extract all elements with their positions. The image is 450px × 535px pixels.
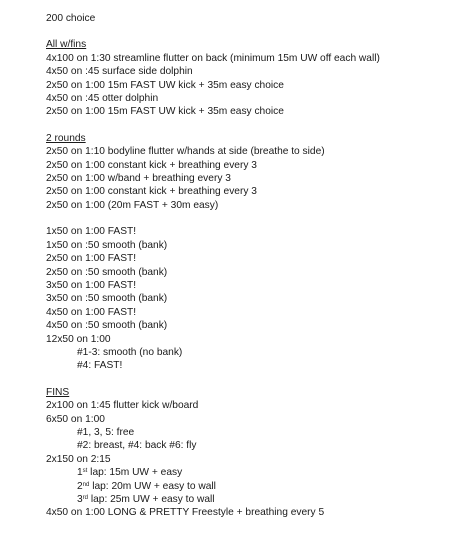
lap-line bbox=[46, 480, 450, 493]
section-heading-2-rounds: 2 rounds bbox=[46, 132, 86, 144]
lap-number: 1 bbox=[77, 467, 83, 479]
set-sub-line: #1, 3, 5: free bbox=[77, 426, 135, 438]
lap-ordinal: st bbox=[82, 468, 88, 475]
lap-line bbox=[46, 466, 450, 479]
set-sub-line: #1-3: smooth (no bank) bbox=[77, 346, 183, 358]
set-sub-line: #2: breast, #4: back #6: fly bbox=[77, 440, 197, 452]
set-line: 4x50 on :45 otter dolphin bbox=[46, 93, 159, 105]
set-line: 1x50 on :50 smooth (bank) bbox=[46, 239, 168, 251]
set-line: 4x50 on :45 surface side dolphin bbox=[46, 66, 193, 78]
lap-text: lap: 25m UW + easy to wall bbox=[88, 494, 215, 505]
set-line: 12x50 on 1:00 bbox=[46, 333, 111, 345]
set-line: 2x50 on 1:10 bodyline flutter w/hands at side (breathe to side) bbox=[46, 146, 325, 158]
lap-line bbox=[46, 493, 450, 506]
section-heading-fins: FINS bbox=[46, 386, 70, 398]
spacer bbox=[46, 373, 450, 386]
spacer bbox=[46, 119, 450, 132]
set-line: 2x50 on 1:00 15m FAST UW kick + 35m easy choice bbox=[46, 79, 284, 91]
set-line: 4x50 on 1:00 LONG & PRETTY Freestyle + breathing every 5 bbox=[46, 507, 325, 519]
set-line: 2x100 on 1:45 flutter kick w/board bbox=[46, 400, 199, 412]
section-heading-all-fins: All w/fins bbox=[46, 39, 87, 51]
set-line: 2x50 on 1:00 w/band + breathing every 3 bbox=[46, 173, 231, 185]
set-line: 2x50 on 1:00 constant kick + breathing every 3 bbox=[46, 159, 257, 171]
set-line: 2x50 on 1:00 constant kick + breathing every 3 bbox=[46, 186, 257, 198]
spacer bbox=[46, 212, 450, 225]
set-line: 6x50 on 1:00 bbox=[46, 413, 105, 425]
spacer bbox=[46, 25, 450, 38]
document-title: 200 choice bbox=[46, 13, 96, 24]
set-line: 2x50 on 1:00 FAST! bbox=[46, 253, 137, 265]
lap-text: lap: 20m UW + easy to wall bbox=[89, 480, 216, 492]
set-line: 4x50 on :50 smooth (bank) bbox=[46, 320, 168, 332]
set-line: 2x150 on 2:15 bbox=[46, 453, 111, 465]
set-line: 3x50 on :50 smooth (bank) bbox=[46, 293, 168, 305]
set-line: 2x50 on 1:00 15m FAST UW kick + 35m easy choice bbox=[46, 106, 284, 118]
set-line: 4x50 on 1:00 FAST! bbox=[46, 306, 137, 318]
lap-text: lap: 15m UW + easy bbox=[87, 467, 183, 479]
lap-ordinal: nd bbox=[82, 481, 90, 488]
lap-number: 2 bbox=[77, 480, 83, 492]
lap-number: 3 bbox=[77, 494, 83, 505]
set-sub-line: #4: FAST! bbox=[77, 360, 123, 372]
set-line: 4x100 on 1:30 streamline flutter on back (minimum 15m UW off each wall) bbox=[46, 52, 380, 64]
set-line: 2x50 on :50 smooth (bank) bbox=[46, 266, 168, 278]
set-line: 3x50 on 1:00 FAST! bbox=[46, 279, 137, 291]
set-line: 2x50 on 1:00 (20m FAST + 30m easy) bbox=[46, 199, 219, 211]
lap-ordinal: rd bbox=[82, 495, 89, 501]
set-line: 1x50 on 1:00 FAST! bbox=[46, 226, 137, 238]
